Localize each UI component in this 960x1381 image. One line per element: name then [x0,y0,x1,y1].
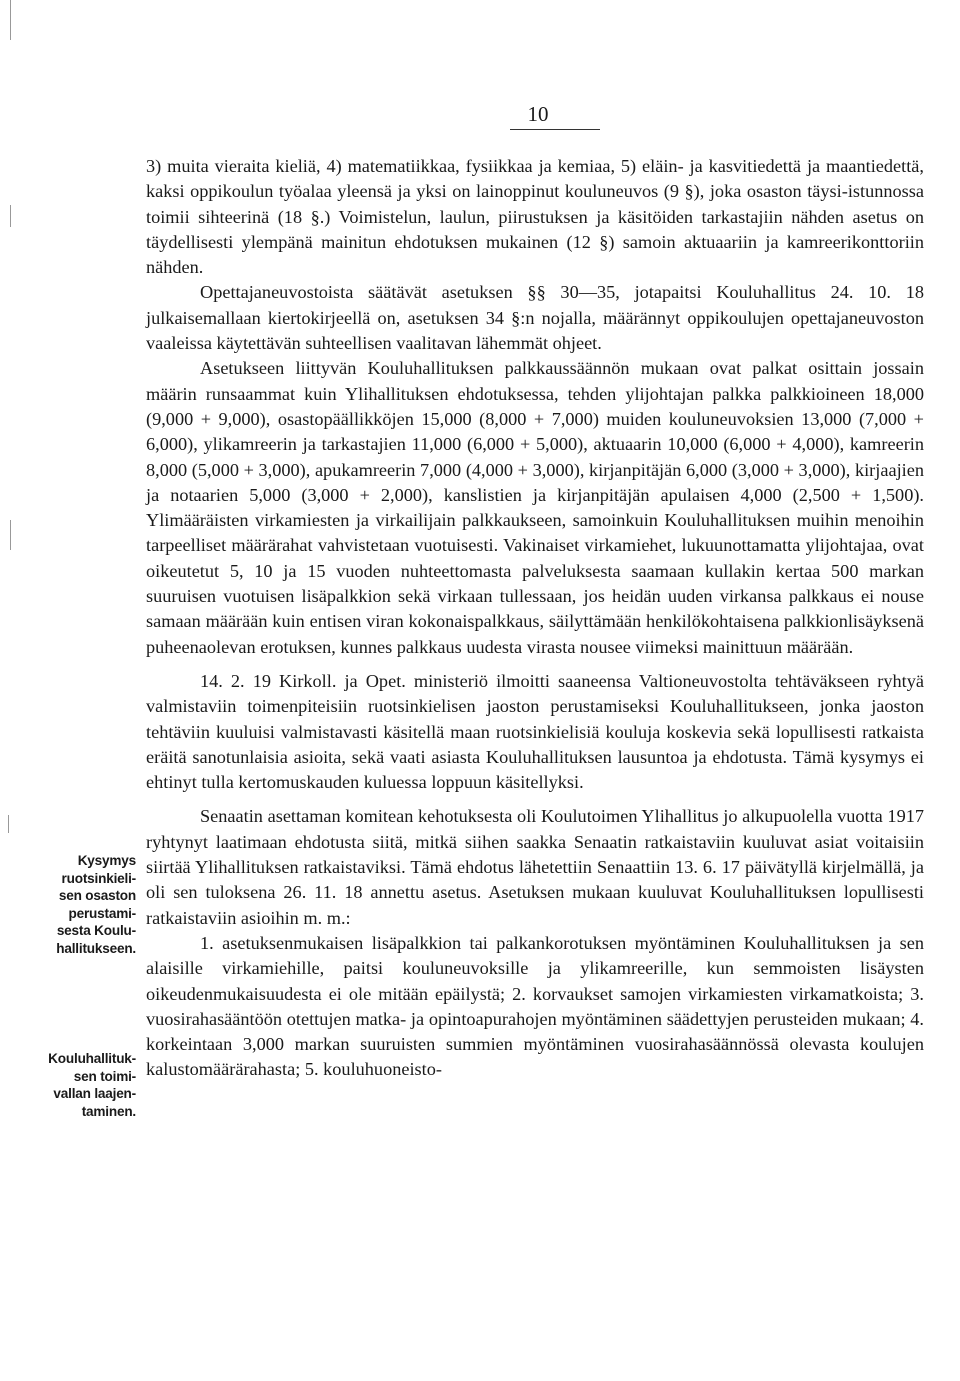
paragraph-swedish-section: 14. 2. 19 Kirkoll. ja Opet. ministeriö ilmoitti saaneensa Valtioneuvostolta tehtäväkseen ryhtyä valmistaviin toimenpiteisiin ruotsinkielisen jaoston perustamiseksi Kouluhallitukseen, jonka jaoston tehtäviin kuuluisi valmistavasti käsitellä maan ruotsinkielisiä kouluja koskevia sekä lopullisesti ratkaista eräitä sanotunlaisia asioita, sekä vaati asiasta Kouluhallituksen lausuntoa ja ehdotusta. Tämä kysymys ei ehtinyt tulla kertomuskauden kuluessa loppuun käsitellyksi. [146,670,924,793]
paragraph-continued: 3) muita vieraita kieliä, 4) matematiikkaa, fysiikkaa ja kemiaa, 5) eläin- ja kasvitiedettä ja maantiedettä, kaksi oppikoulun työalaa yleensä ja yksi on lainoppinut kouluneuvos (9 §), joka osaston täysi-istunnossa toimii sihteerinä (18 §.) Voimistelun, laulun, piirustuksen ja käsitöiden tarkastajiin nähden asetus on täydellisesti ylempänä mainitun ehdotuksen mukainen (12 §) samoin aktuaariin ja kamreerikonttoriin nähden. [146,156,924,278]
margin-note-line: taminen. [81,1103,136,1119]
margin-note-line: Kysymys [77,853,136,868]
paragraph-teacher-councils: Opettajaneuvostoista säätävät asetuksen §§ 30—35, jotapaitsi Kouluhallitus 24. 10. 18 julkaisemallaan kiertokirjeellä on, asetuksen 34 §:n nojalla, määrännyt oppikoulujen opettajaneuvoston vaaleissa käytettävän suhteellisen vaalitavan lähemmät ohjeet. [146,282,924,354]
margin-note-line: hallitukseen. [56,940,136,956]
body-text [146,154,924,1083]
margin-note-line: Kouluhallituk- [48,1051,136,1066]
scan-edge-mark [10,205,11,227]
paragraph-decision-list: 1. asetuksenmukaisen lisäpalkkion tai palkankorotuksen myöntäminen Kouluhallituksen ja sen alaisille virkamiehille, paitsi kouluneuvoksille ja ylikamreerille, kun semmoisten lisäysten oikeudenmukaisuudesta ei ole mitään epäilystä; 2. korvaukset samojen virkamiesten virkamatkoista; 3. vuosirahasääntöön otettujen matka- ja opintoapurahojen myöntäminen säädettyjen perusteiden mukaan; 4. korkeintaan 3,000 markan suuruisten summien myöntäminen vuosirahasäännössä olevasta koulujen kalustomäärärahasta; 5. kouluhuoneisto- [146,932,924,1080]
margin-note-line: sen osaston [58,888,136,903]
margin-note-line: sesta Koulu- [56,923,136,938]
scan-edge-mark [10,0,11,40]
page-number-rule [510,129,600,130]
scan-edge-mark [10,520,11,550]
paragraph-authority-extension: Senaatin asettaman komitean kehotuksesta oli Koulutoimen Ylihallitus jo alkupuolella vuotta 1917 ryhtynyt laatimaan ehdotusta siitä, mitkä siihen saakka Senaatin ratkaistaviin kuuluvat asiat voitaisiin siirtää Ylihallituksen ratkaistaviksi. Tämä ehdotus lähetettiin Senaattiin 13. 6. 17 päivätyllä kirjelmällä, ja oli sen tuloksena 26. 11. 18 annettu asetus. Asetuksen mukaan kuuluvat Kouluhallituksen lopullisesti ratkaistaviin asioihin m. m.: [146,806,924,928]
page-number: 10 [527,102,549,126]
paragraph-salary-rules: Asetukseen liittyvän Kouluhallituksen palkkaussäännön mukaan ovat palkat osittain jossain määrin runsaammat kuin Ylihallituksen ehdotuksessa, tehden ylijohtajan palkka palkkioineen 18,000 (9,000 + 9,000), osastopäällikköjen 15,000 (8,000 + 7,000) muiden kouluneuvoksien 13,000 (7,000 + 6,000), ylikamreerin ja tarkastajien 11,000 (6,000 + 5,000), aktuaarin 10,000 (6,000 + 4,000), kamreerin 8,000 (5,000 + 3,000), apukamreerin 7,000 (4,000 + 3,000), kirjanpitäjän 6,000 (3,000 + 3,000), kirjaajien ja notaarien 5,000 (3,000 + 2,000), kanslistien ja kirjanpitäjän apulaisen 4,000 (2,500 + 1,500). Ylimääräisten virkamiesten ja virkailijain palkkaukseen, samoinkuin Kouluhallituksen muihin menoihin tarpeelliset määrärahat vahvistetaan vuotuisesti. Vakinaiset virkamiehet, lukuunottamatta ylijohtajaa, ovat oikeutetut 5, 10 ja 15 vuoden nuhteettomasta palveluksesta saamaan kullakin kertaa 500 markan suuruisen vuotuisen lisäpalkkion sekä virkaan tullessaan, jos heidän uuden virkansa palkkaus ei nouse samaan määrään kuin entisen viran kokonaispalkkaus, säilyttämään henkilökohtaisena palkkionlisäyksenä puheenaolevan erotuksen, kunnes palkkaus uudesta virasta nousee viimeksi mainittuun määrään. [146,358,924,657]
margin-note-authority-extension [16,1050,136,1120]
margin-note-swedish-section [16,852,136,957]
margin-note-line: vallan laajen- [53,1086,136,1101]
scan-edge-mark [8,815,9,833]
margin-note-line: perustami- [68,905,136,921]
margin-note-line: ruotsinkieli- [61,870,136,886]
margin-note-line: sen toimi- [73,1068,136,1084]
